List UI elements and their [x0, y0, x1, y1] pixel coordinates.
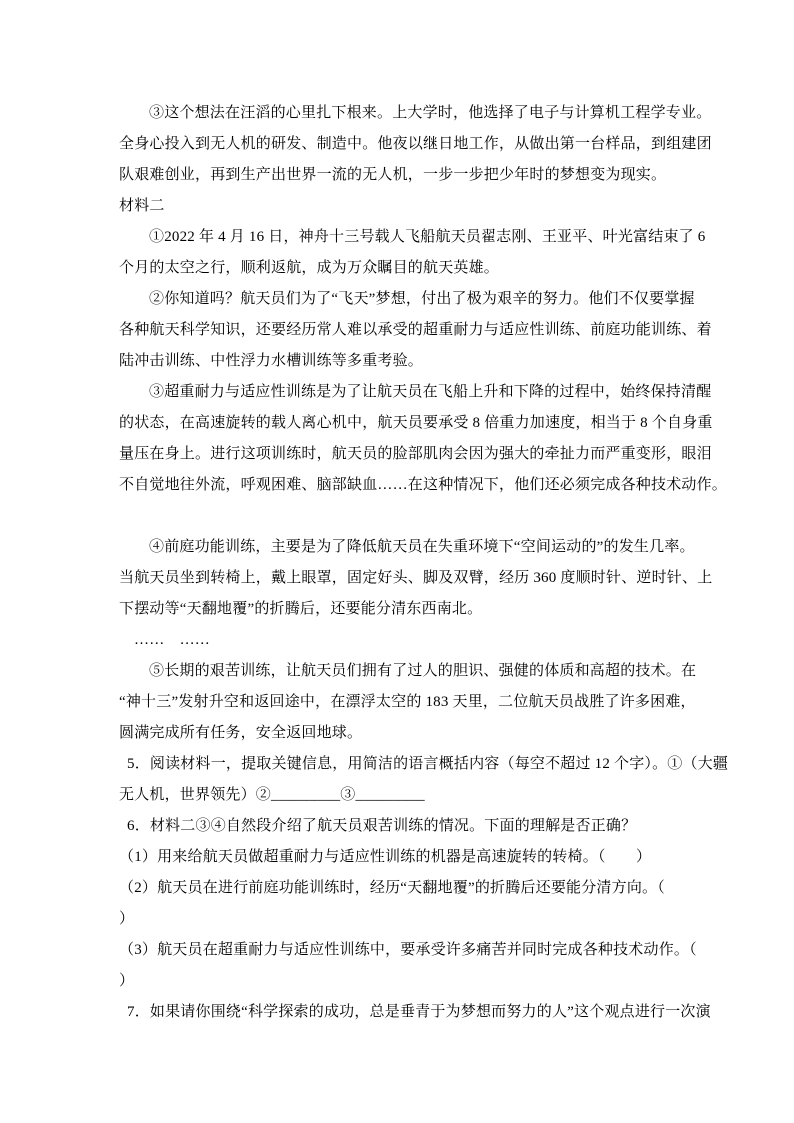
- text-line: ④前庭功能训练，主要是为了降低航天员在失重环境下“空间运动的”的发生几率。: [149, 539, 695, 555]
- text-line: 当航天员坐到转椅上，戴上眼罩，固定好头、脚及双臂，经历 360 度顺时针、逆时针、上: [119, 570, 713, 586]
- text-line: ②你知道吗？航天员们为了“飞天”梦想，付出了极为艰辛的努力。他们不仅要掌握: [149, 291, 695, 307]
- text-line: 无人机，世界领先）②_________③_________: [119, 787, 425, 803]
- text-line: [119, 501, 719, 532]
- material-2-para-4: [119, 532, 719, 625]
- text-line: 量压在身上。进行这项训练时，航天员的脸部肌肉会因为强大的牵扯力而严重变形，眼泪: [119, 446, 712, 462]
- text-line: ）: [119, 911, 135, 927]
- material-2-para-3: [119, 377, 728, 501]
- text-line: （2）航天员在进行前庭功能训练时，经历“天翻地覆”的折腾后还要能分清方向。（: [119, 880, 665, 896]
- text-line: ）: [119, 973, 135, 989]
- text-line: 各种航天科学知识，还要经历常人难以承受的超重耐力与适应性训练、前庭功能训练、着: [119, 322, 712, 338]
- text-line: 下摆动等“天翻地覆”的折腾后，还要能分清东西南北。: [119, 601, 483, 617]
- document-body: [119, 98, 729, 1028]
- text-line: 队艰难创业，再到生产出世界一流的无人机，一步一步把少年时的梦想变为现实。: [119, 167, 667, 183]
- text-line: （3）航天员在超重耐力与适应性训练中，要承受许多痛苦并同时完成各种技术动作。（: [119, 942, 697, 958]
- material-2-heading: [119, 191, 719, 222]
- text-line: 的状态，在高速旋转的载人离心机中，航天员要承受 8 倍重力加速度，相当于 8 个自身重: [119, 415, 713, 431]
- text-line: 不自觉地往外流，呼观困难、脑部缺血……在这种情况下，他们还必须完成各种技术动作。: [119, 477, 728, 493]
- text-line: 陆冲击训练、中性浮力水槽训练等多重考验。: [119, 353, 424, 369]
- question-6: [119, 811, 719, 842]
- text-line: 材料二: [119, 198, 165, 214]
- text-line: ③这个想法在汪滔的心里扎下根来。上大学时，他选择了电子与计算机工程学专业。: [149, 105, 712, 121]
- text-line: …… ……: [134, 632, 211, 648]
- question-7: [119, 997, 719, 1028]
- question-6-item-3: [119, 935, 719, 997]
- material-1-para-3: [119, 98, 719, 191]
- text-line: ⑤长期的艰苦训练，让航天员们拥有了过人的胆识、强健的体质和高超的技术。在: [149, 663, 697, 679]
- text-line: 7．如果请你围绕“科学探索的成功，总是垂青于为梦想而努力的人”这个观点进行一次演: [127, 1004, 711, 1020]
- ellipsis-row: [119, 625, 719, 656]
- text-line: “神十三”发射升空和返回途中，在漂浮太空的 183 天里，二位航天员战胜了许多困难，: [119, 694, 696, 710]
- blank-spacer: [119, 501, 719, 532]
- question-5: [119, 749, 729, 811]
- text-line: 个月的太空之行，顺利返航，成为万众瞩目的航天英雄。: [119, 260, 500, 276]
- text-line: ③超重耐力与适应性训练是为了让航天员在飞船上升和下降的过程中，始终保持清醒: [149, 384, 712, 400]
- text-line: ①2022 年 4 月 16 日，神舟十三号载人飞船航天员翟志刚、王亚平、叶光富结束了 6: [149, 229, 706, 245]
- text-line: 6．材料二③④自然段介绍了航天员艰苦训练的情况。下面的理解是否正确？: [127, 818, 637, 834]
- text-line: 圆满完成所有任务，安全返回地球。: [119, 725, 363, 741]
- material-2-para-2: [119, 284, 719, 377]
- material-2-para-1: [119, 222, 719, 284]
- text-line: 全身心投入到无人机的研发、制造中。他夜以继日地工作，从做出第一台样品，到组建团: [119, 136, 712, 152]
- material-2-para-5: [119, 656, 719, 749]
- text-line: （1）用来给航天员做超重耐力与适应性训练的机器是高速旋转的转椅。（ ）: [119, 849, 652, 865]
- question-6-item-2: [119, 873, 719, 935]
- text-line: 5．阅读材料一，提取关键信息，用简洁的语言概括内容（每空不超过 12 个字）。①（大疆: [127, 756, 729, 772]
- question-6-item-1: [119, 842, 719, 873]
